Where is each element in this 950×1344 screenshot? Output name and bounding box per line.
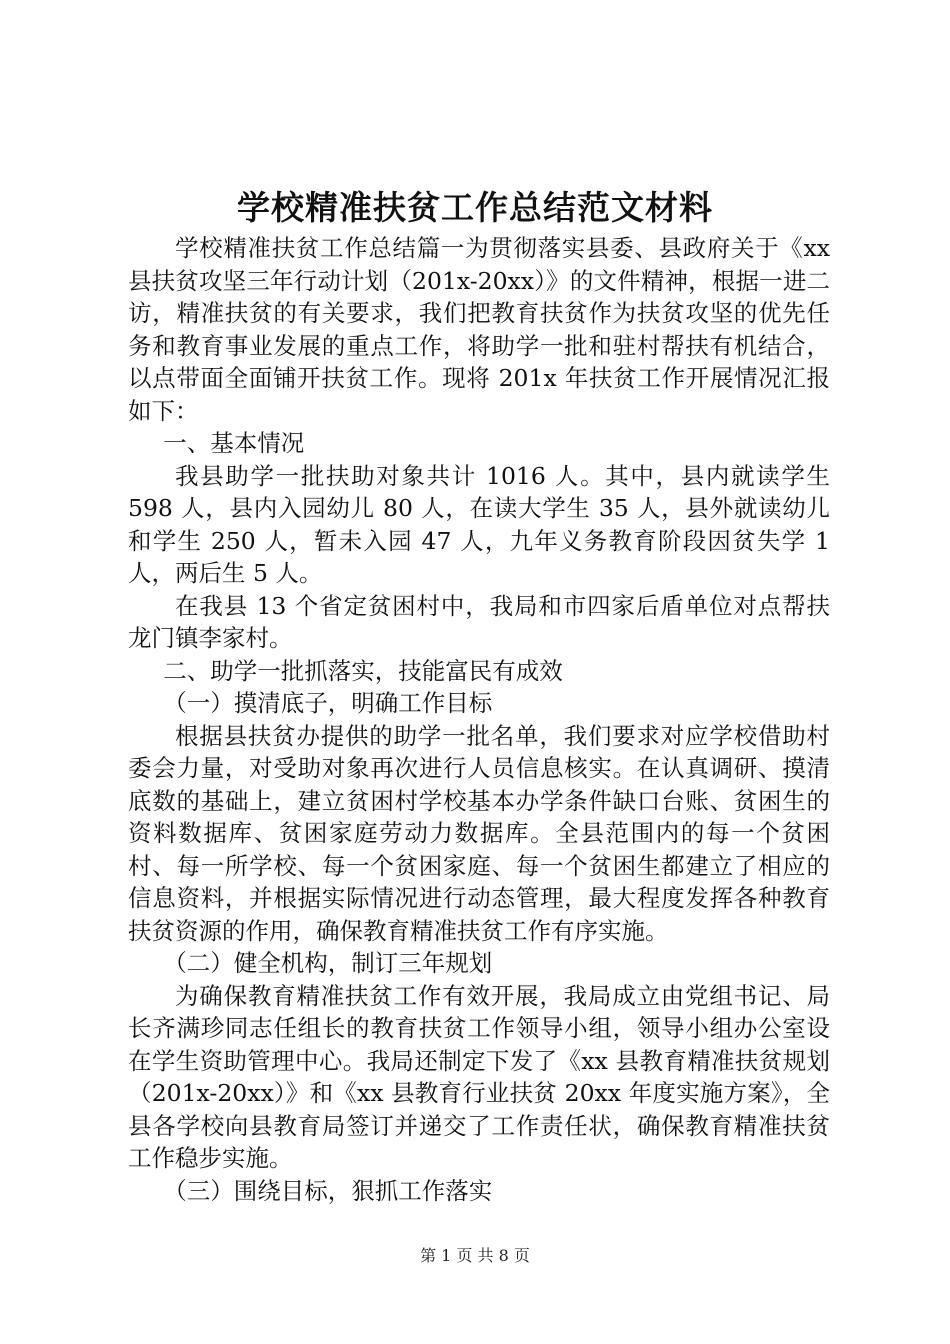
section-heading-basic-situation: 一、基本情况 xyxy=(163,429,305,457)
section-heading-implementation: 二、助学一批抓落实，技能富民有成效 xyxy=(163,656,563,685)
subheading-targets: （一）摸清底子，明确工作目标 xyxy=(163,689,493,717)
document-body xyxy=(128,232,830,1207)
paragraph-poor-villages: 在我县 13 个省定贫困村中，我局和市四家后盾单位对点帮扶龙门镇李家村。 xyxy=(128,591,830,652)
page-number: 第 1 页 共 8 页 xyxy=(420,1246,530,1265)
subheading-execution: （三）围绕目标，狠抓工作落实 xyxy=(163,1176,493,1205)
paragraph-verification: 根据县扶贫办提供的助学一批名单，我们要求对应学校借助村委会力量，对受助对象再次进行人员信息核实。在认真调研、摸清底数的基础上，建立贫困村学校基本办学条件缺口台账、贫困生的资料数据库、贫困家庭劳动力数据库。全县范围内的每一个贫困村、每一所学校、每一个贫困家庭、每一个贫困生都建立了相应的信息资料，并根据实际情况进行动态管理，最大程度发挥各种教育扶贫资源的作用，确保教育精准扶贫工作有序实施。 xyxy=(128,721,830,945)
document-title: 学校精准扶贫工作总结范文材料 xyxy=(237,188,713,227)
subheading-organization: （二）健全机构，制订三年规划 xyxy=(163,949,493,977)
paragraph-beneficiaries: 我县助学一批扶助对象共计 1016 人。其中，县内就读学生 598 人，县内入园幼儿 80 人，在读大学生 35 人，县外就读幼儿和学生 250 人，暂未入园 47 人，九年义务教育阶段因贫失学 1 人，两后生 5 人。 xyxy=(128,461,830,587)
intro-paragraph: 学校精准扶贫工作总结篇一为贯彻落实县委、县政府关于《xx 县扶贫攻坚三年行动计划（201x-20xx）》的文件精神，根据一进二访，精准扶贫的有关要求，我们把教育扶贫作为扶贫攻坚的优先任务和教育事业发展的重点工作，将助学一批和驻村帮扶有机结合，以点带面全面铺开扶贫工作。现将 201x 年扶贫工作开展情况汇报如下： xyxy=(128,234,830,425)
paragraph-leadership: 为确保教育精准扶贫工作有效开展，我局成立由党组书记、局长齐满珍同志任组长的教育扶贫工作领导小组，领导小组办公室设在学生资助管理中心。我局还制定下发了《xx 县教育精准扶贫规划（201x-20xx）》和《xx 县教育行业扶贫 20xx 年度实施方案》，全县各学校向县教育局签订并递交了工作责任状，确保教育精准扶贫工作稳步实施。 xyxy=(128,981,830,1172)
